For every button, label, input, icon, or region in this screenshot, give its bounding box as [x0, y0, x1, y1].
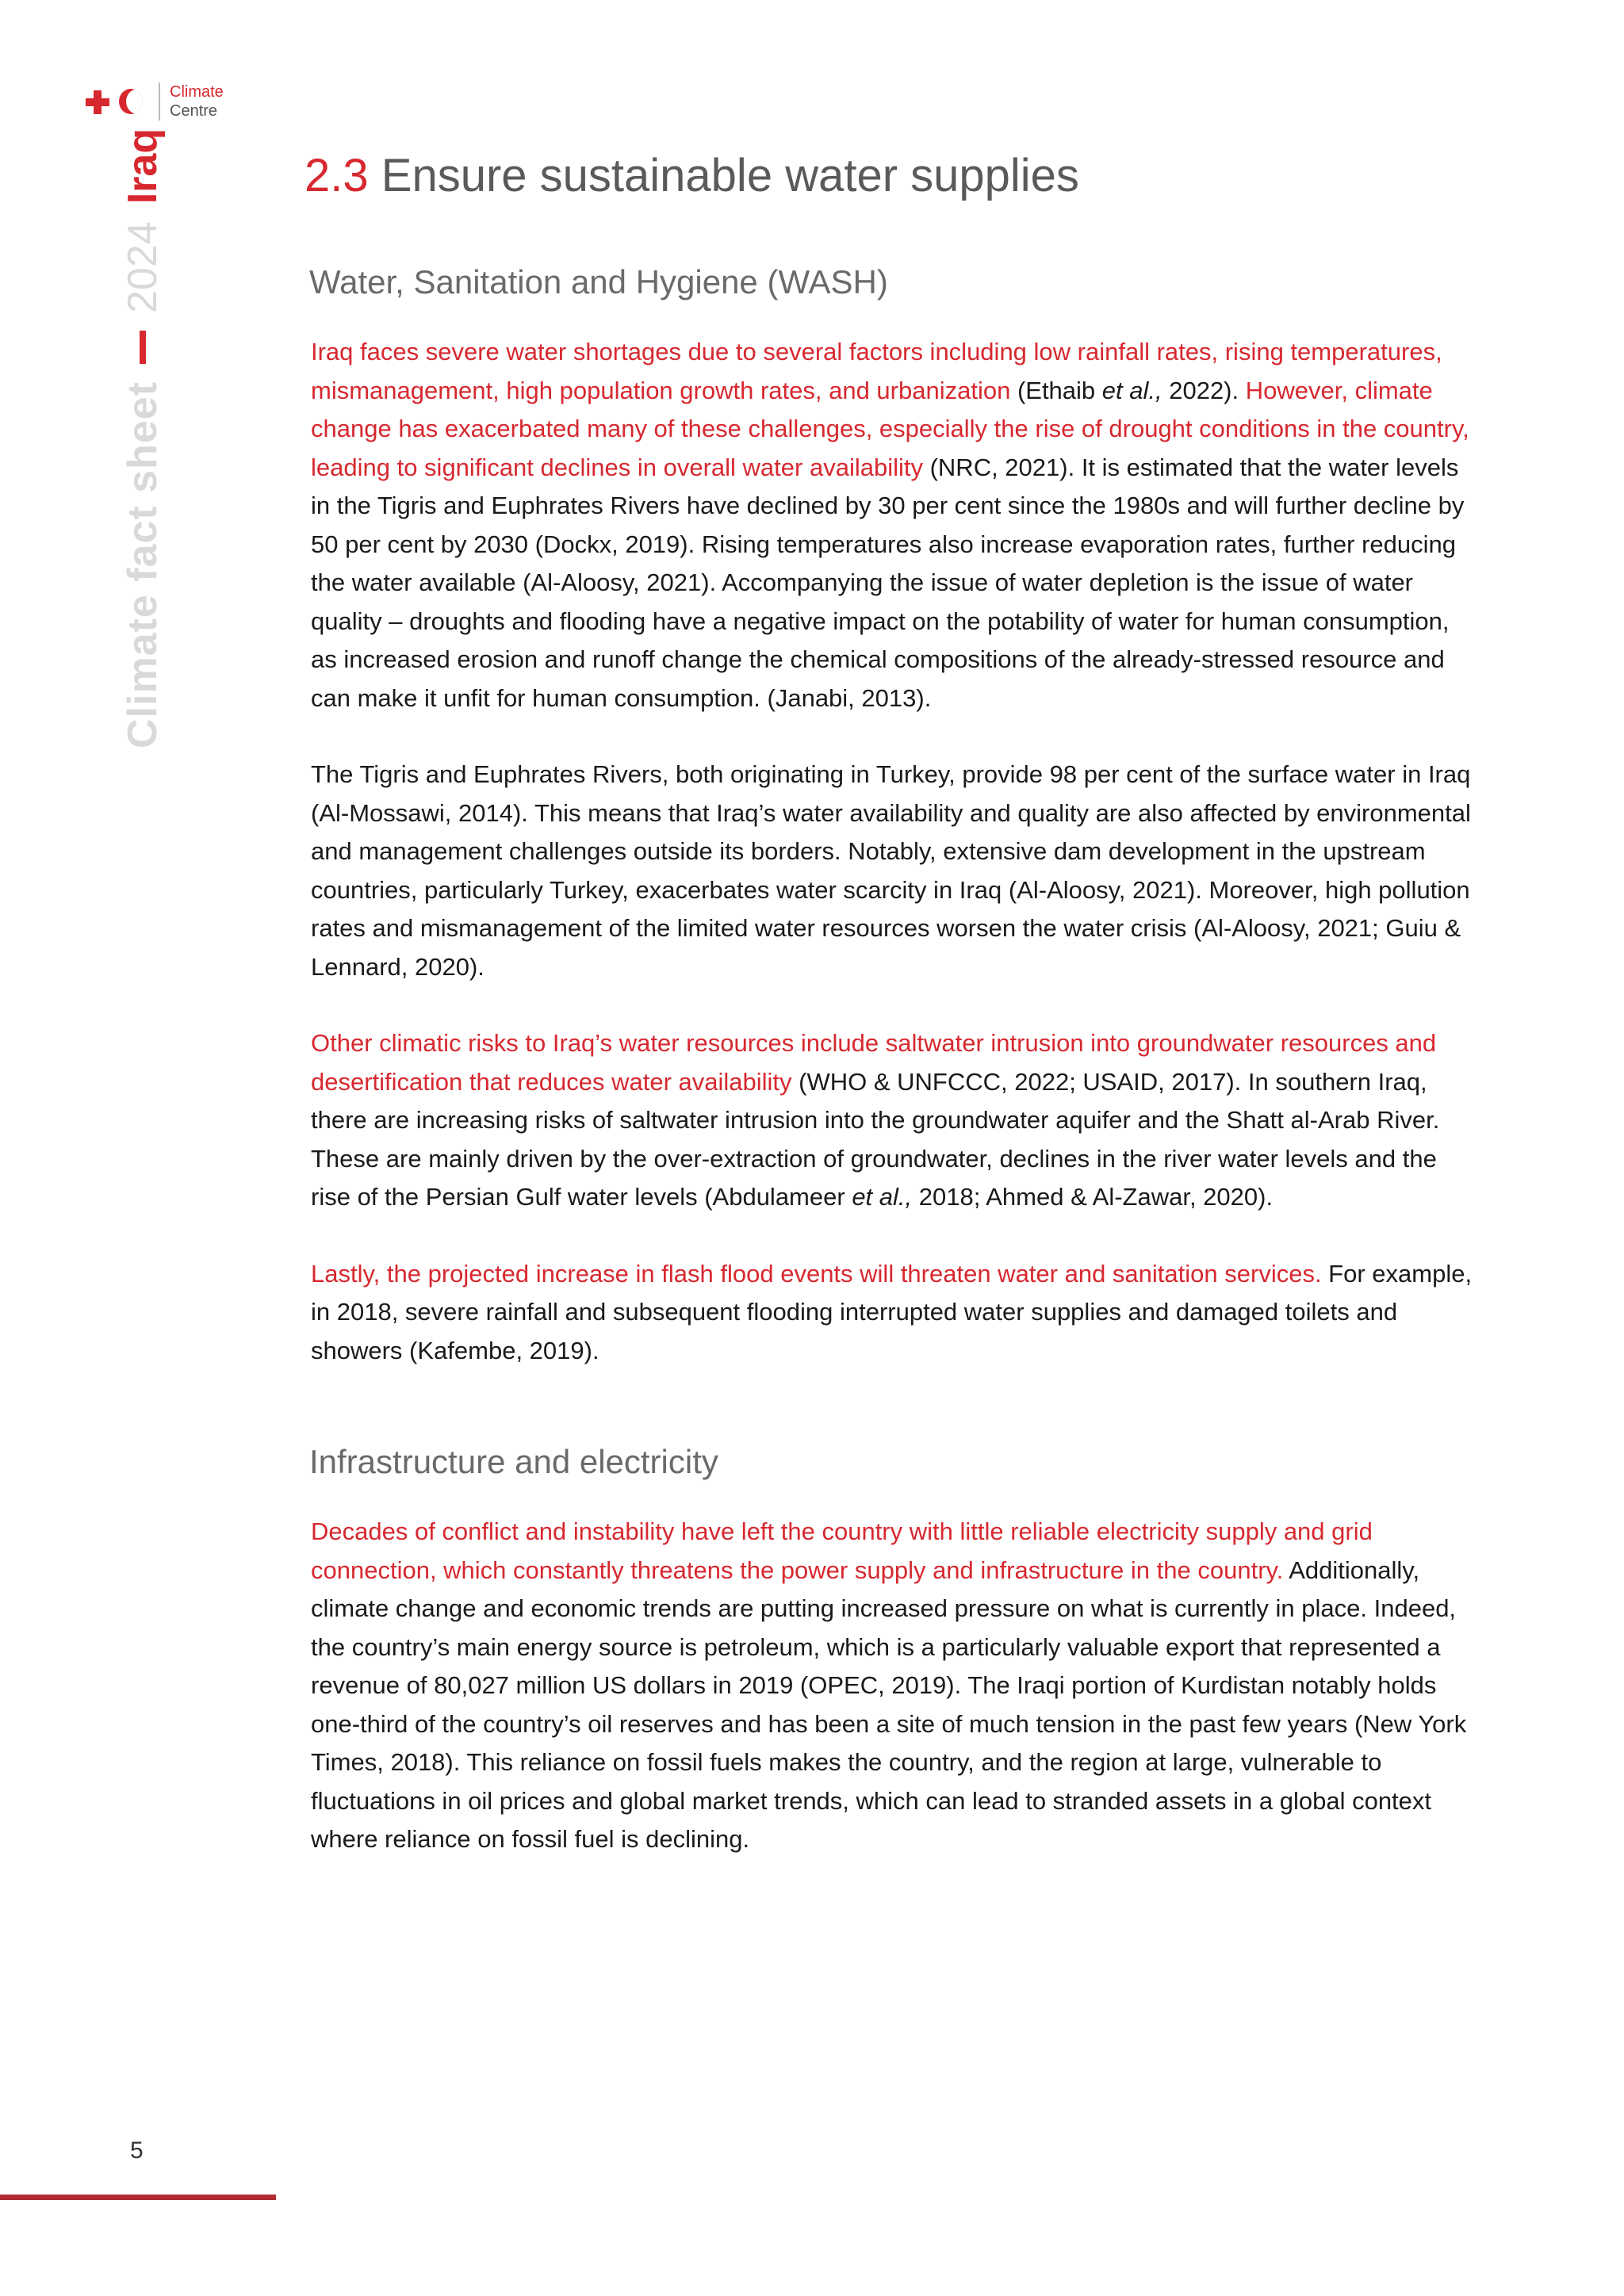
section-number: 2.3 [304, 150, 369, 201]
sidebar-vertical-title [119, 128, 167, 748]
body-text: 2018; Ahmed & Al-Zawar, 2020). [912, 1183, 1274, 1211]
highlight-text: Decades of conflict and instability have left the country with little reliable electricity supply and grid connection, which constantly threatens the power supply and infrastructure in the country. [311, 1517, 1373, 1584]
body-text: 2022). [1162, 376, 1246, 404]
body-text: (NRC, 2021). It is estimated that the water levels in the Tigris and Euphrates Rivers have declined by 30 per cent since the 1980s and will further decline by 50 per cent by 2030 (Dockx, 2019). Rising temperatures also increase evaporation rates, further reducing the water available (Al-Aloosy, 2021). Accompanying the issue of water depletion is the issue of water quality – droughts and flooding have a negative impact on the potability of water for human consumption, as increased erosion and runoff change the chemical compositions of the already-stressed resource and can make it unfit for human consumption. (Janabi, 2013). [311, 453, 1465, 712]
main-content [304, 143, 1478, 1897]
page-number: 5 [130, 2137, 144, 2164]
italic-text: et al., [852, 1183, 913, 1211]
highlight-text: Iraq faces severe water shortages due to several factors including low rainfall rates, rising temperatures, mismanagement, high population growth rates, and urbanization [311, 338, 1442, 404]
body-text: (Ethaib [1010, 376, 1102, 404]
logo-text [170, 82, 224, 121]
footer-rule [0, 2195, 276, 2200]
sidebar-country: Iraq [120, 128, 166, 205]
sidebar-label: Climate fact sheet [120, 381, 166, 748]
highlight-text: Other climatic risks to Iraq’s water resources include saltwater intrusion into groundwater resources and desertification that reduces water availability [311, 1029, 1437, 1096]
logo-divider [159, 82, 160, 121]
wash-heading: Water, Sanitation and Hygiene (WASH) [309, 263, 888, 300]
logo-line-2: Centre [170, 102, 218, 120]
sidebar-year: 2024 [120, 221, 166, 313]
red-cross-crescent-icon [84, 86, 147, 117]
italic-text: et al., [1101, 376, 1162, 404]
logo-line-1: Climate [170, 83, 224, 101]
wash-paragraph-3 [311, 1024, 1478, 1217]
highlight-text: However, climate change has exacerbated many of these challenges, especially the rise of drought conditions in the country, leading to significant declines in overall water availability [311, 376, 1469, 481]
wash-paragraph-1 [311, 333, 1478, 718]
climate-centre-logo [84, 82, 224, 121]
wash-paragraph-2: The Tigris and Euphrates Rivers, both originating in Turkey, provide 98 per cent of the surface water in Iraq (Al-Mossawi, 2014). This means that Iraq’s water availability and quality are also affected by environmental and management challenges outside its borders. Notably, extensive dam development in the upstream countries, particularly Turkey, exacerbates water scarcity in Iraq (Al-Aloosy, 2021). Moreover, high pollution rates and mismanagement of the limited water resources worsen the water crisis (Al-Aloosy, 2021; Guiu & Lennard, 2020). [311, 760, 1471, 981]
body-text: Additionally, climate change and economic trends are putting increased pressure on what is currently in place. Indeed, the country’s main energy source is petroleum, which is a particularly valuable export that represented a revenue of 80,027 million US dollars in 2019 (OPEC, 2019). The Iraqi portion of Kurdistan notably holds one-third of the country’s oil reserves and has been a site of much tension in the past few years (New York Times, 2018). This reliance on fossil fuels makes the country, and the region at large, vulnerable to fluctuations in oil prices and global market trends, which can lead to stranded assets in a global context where reliance on fossil fuel is declining. [311, 1556, 1467, 1853]
body-text: (WHO & UNFCCC, 2022; USAID, 2017). In southern Iraq, there are increasing risks of saltwater intrusion into the groundwater aquifer and the Shatt al-Arab River. These are mainly driven by the over-extraction of groundwater, declines in the river water levels and the rise of the Persian Gulf water levels (Abdulameer [311, 1067, 1440, 1211]
sidebar-divider [140, 331, 146, 364]
section-title: Ensure sustainable water supplies [381, 150, 1079, 201]
highlight-text: Lastly, the projected increase in flash flood events will threaten water and sanitation services. [311, 1259, 1322, 1288]
infra-heading: Infrastructure and electricity [309, 1443, 718, 1480]
body-text: For example, in 2018, severe rainfall and subsequent flooding interrupted water supplies and damaged toilets and showers (Kafembe, 2019). [311, 1259, 1473, 1364]
page-title [304, 143, 1478, 209]
infra-paragraph-1 [311, 1513, 1478, 1859]
wash-paragraph-4 [311, 1255, 1478, 1371]
